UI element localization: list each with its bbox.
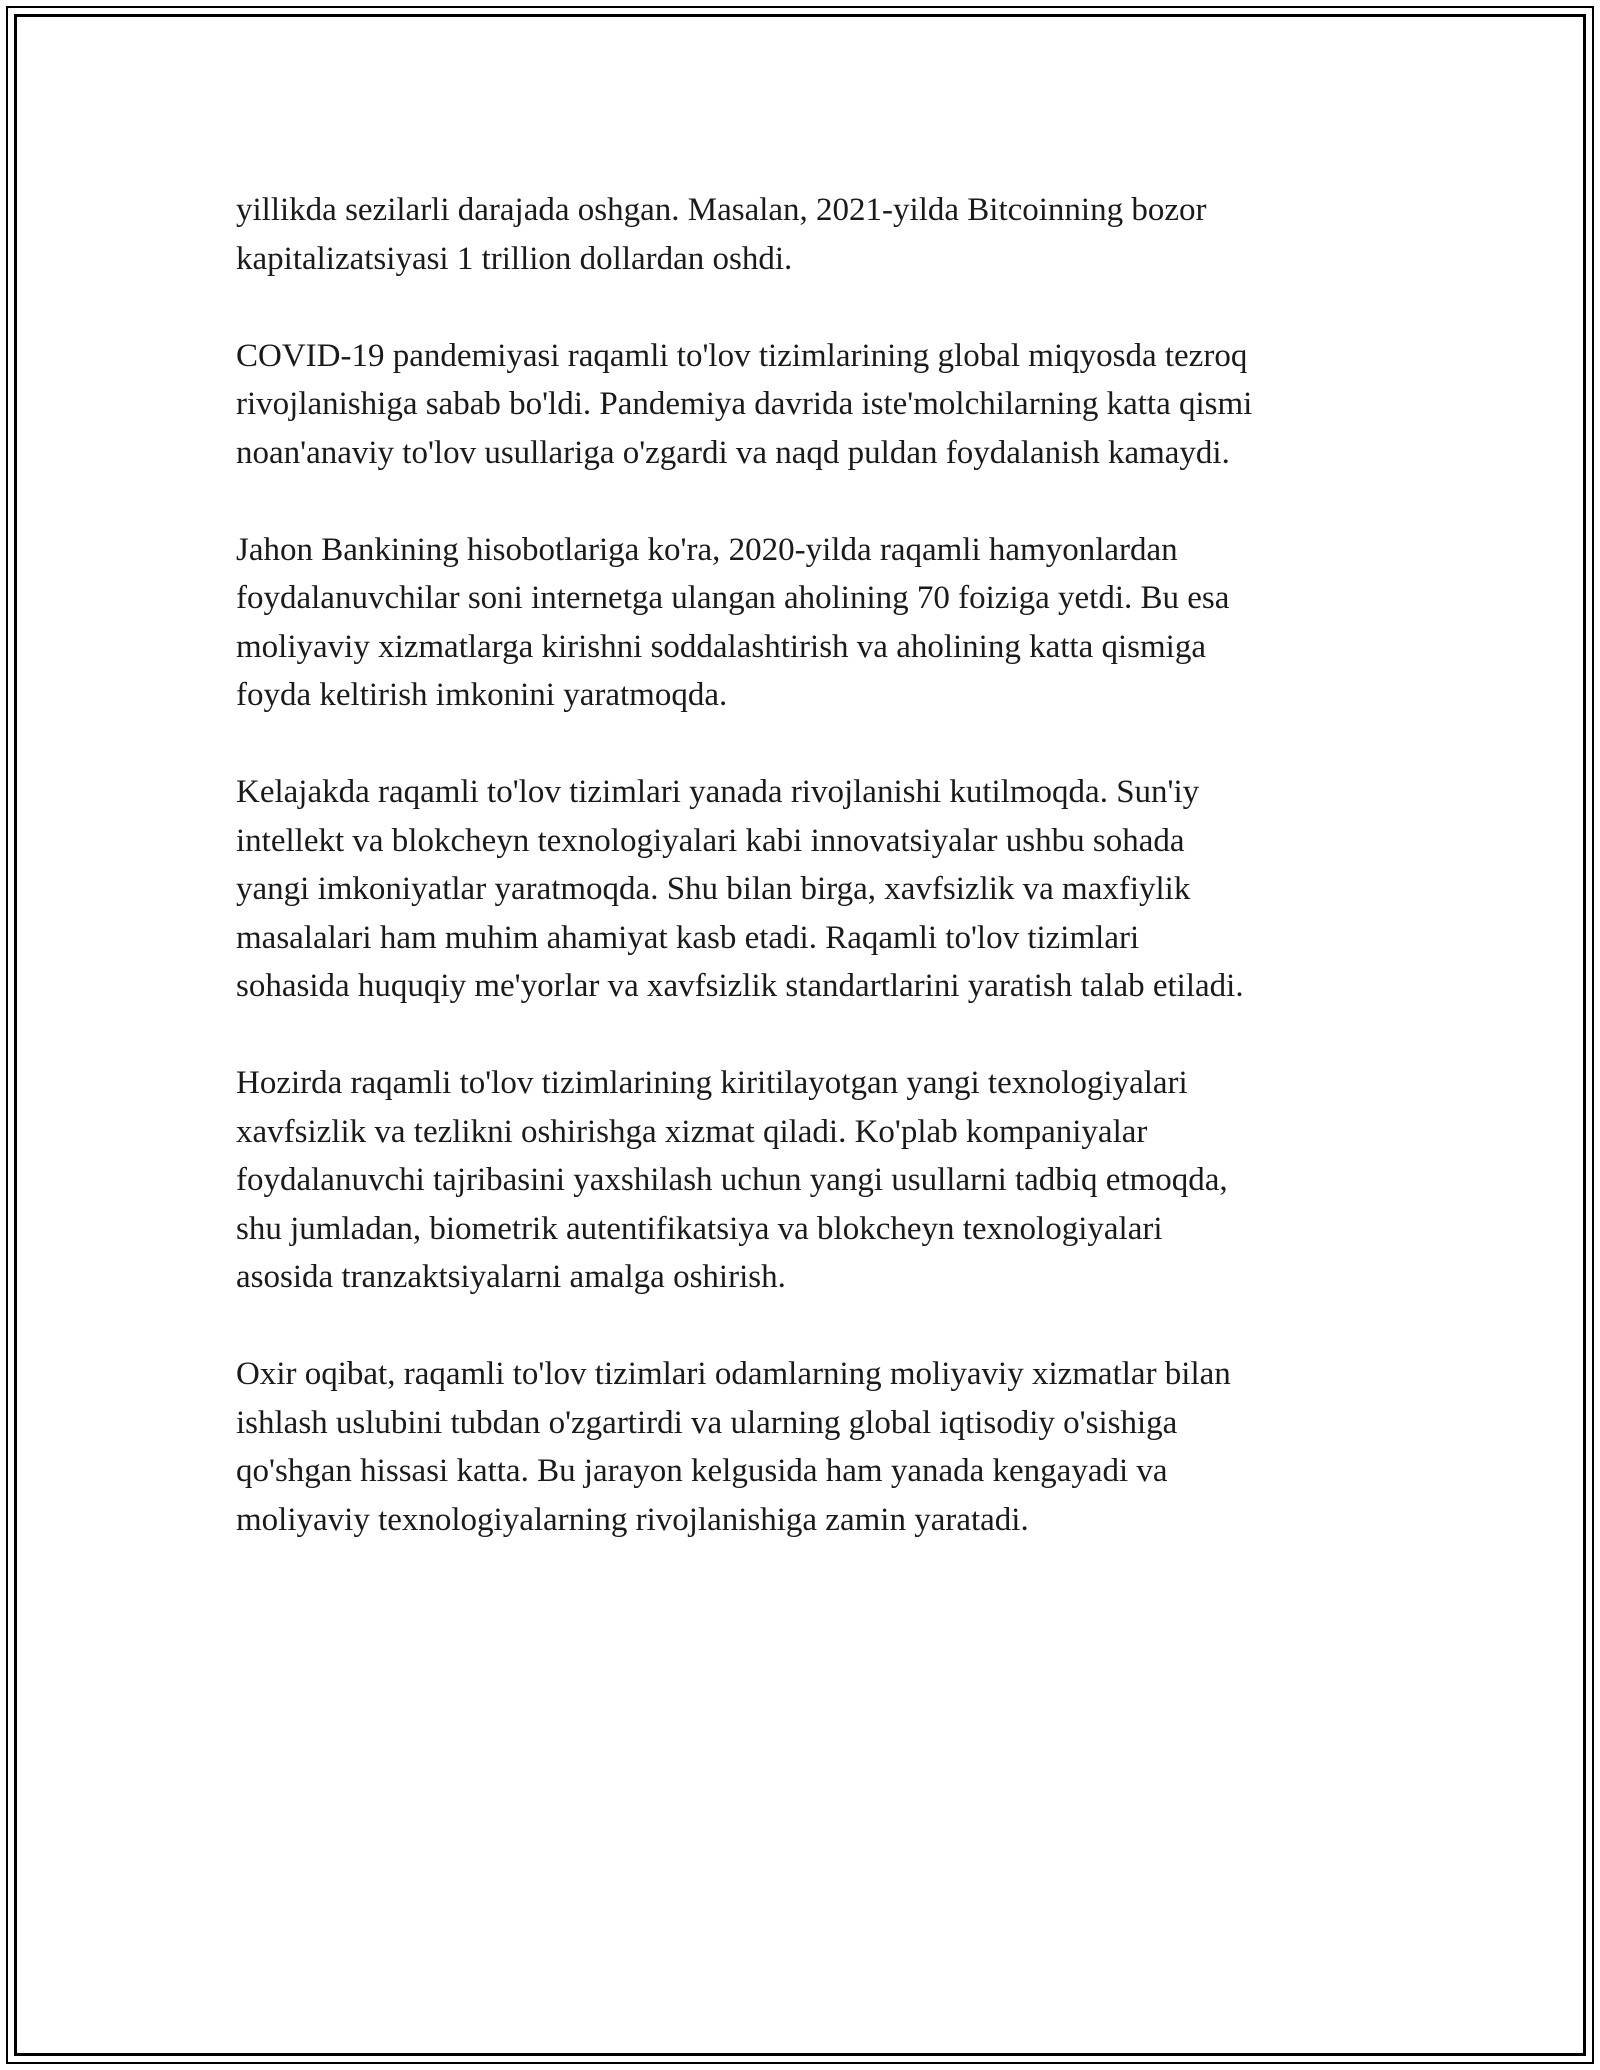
- text-line: shu jumladan, biometrik autentifikatsiya va blokcheyn texnologiyalari: [236, 1210, 1163, 1247]
- paragraph-4: [236, 768, 1386, 1011]
- text-line: xavfsizlik va tezlikni oshirishga xizmat qiladi. Ko'plab kompaniyalar: [236, 1113, 1148, 1150]
- document-body: [236, 186, 1386, 1593]
- text-line: foyda keltirish imkonini yaratmoqda.: [236, 677, 728, 713]
- text-line: yillikda sezilarli darajada oshgan. Masalan, 2021-yilda Bitcoinning bozor: [236, 192, 1207, 228]
- text-line: COVID-19 pandemiyasi raqamli to'lov tizimlarining global miqyosda tezroq: [236, 337, 1248, 374]
- text-line: Oxir oqibat, raqamli to'lov tizimlari odamlarning moliyaviy xizmatlar bilan: [236, 1356, 1231, 1392]
- paragraph-3: [236, 526, 1386, 720]
- text-line: noan'anaviy to'lov usullariga o'zgardi va naqd puldan foydalanish kamaydi.: [236, 434, 1230, 471]
- text-line: Hozirda raqamli to'lov tizimlarining kiritilayotgan yangi texnologiyalari: [236, 1065, 1188, 1101]
- text-line: sohasida huquqiy me'yorlar va xavfsizlik standartlarini yaratish talab etiladi.: [236, 968, 1244, 1004]
- text-line: kapitalizatsiyasi 1 trillion dollardan oshdi.: [236, 240, 793, 277]
- text-line: rivojlanishiga sabab bo'ldi. Pandemiya davrida iste'molchilarning katta qismi: [236, 386, 1253, 422]
- text-line: foydalanuvchi tajribasini yaxshilash uchun yangi usullarni tadbiq etmoqda,: [236, 1162, 1228, 1198]
- paragraph-5: [236, 1059, 1386, 1302]
- text-line: yangi imkoniyatlar yaratmoqda. Shu bilan birga, xavfsizlik va maxfiylik: [236, 871, 1191, 907]
- text-line: qo'shgan hissasi katta. Bu jarayon kelgusida ham yanada kengayadi va: [236, 1453, 1168, 1489]
- text-line: foydalanuvchilar soni internetga ulangan aholining 70 foiziga yetdi. Bu esa: [236, 580, 1230, 616]
- paragraph-2: [236, 332, 1386, 478]
- text-line: masalalari ham muhim ahamiyat kasb etadi. Raqamli to'lov tizimlari: [236, 919, 1140, 956]
- text-line: asosida tranzaktsiyalarni amalga oshirish.: [236, 1259, 786, 1295]
- paragraph-6: [236, 1350, 1386, 1544]
- text-line: moliyaviy xizmatlarga kirishni soddalashtirish va aholining katta qismiga: [236, 628, 1206, 665]
- text-line: Jahon Bankining hisobotlariga ko'ra, 2020-yilda raqamli hamyonlardan: [236, 531, 1178, 568]
- text-line: ishlash uslubini tubdan o'zgartirdi va ularning global iqtisodiy o'sishiga: [236, 1404, 1178, 1441]
- text-line: moliyaviy texnologiyalarning rivojlanishiga zamin yaratadi.: [236, 1501, 1029, 1538]
- text-line: intellekt va blokcheyn texnologiyalari kabi innovatsiyalar ushbu sohada: [236, 822, 1185, 859]
- paragraph-1: [236, 186, 1386, 283]
- text-line: Kelajakda raqamli to'lov tizimlari yanada rivojlanishi kutilmoqda. Sun'iy: [236, 774, 1200, 810]
